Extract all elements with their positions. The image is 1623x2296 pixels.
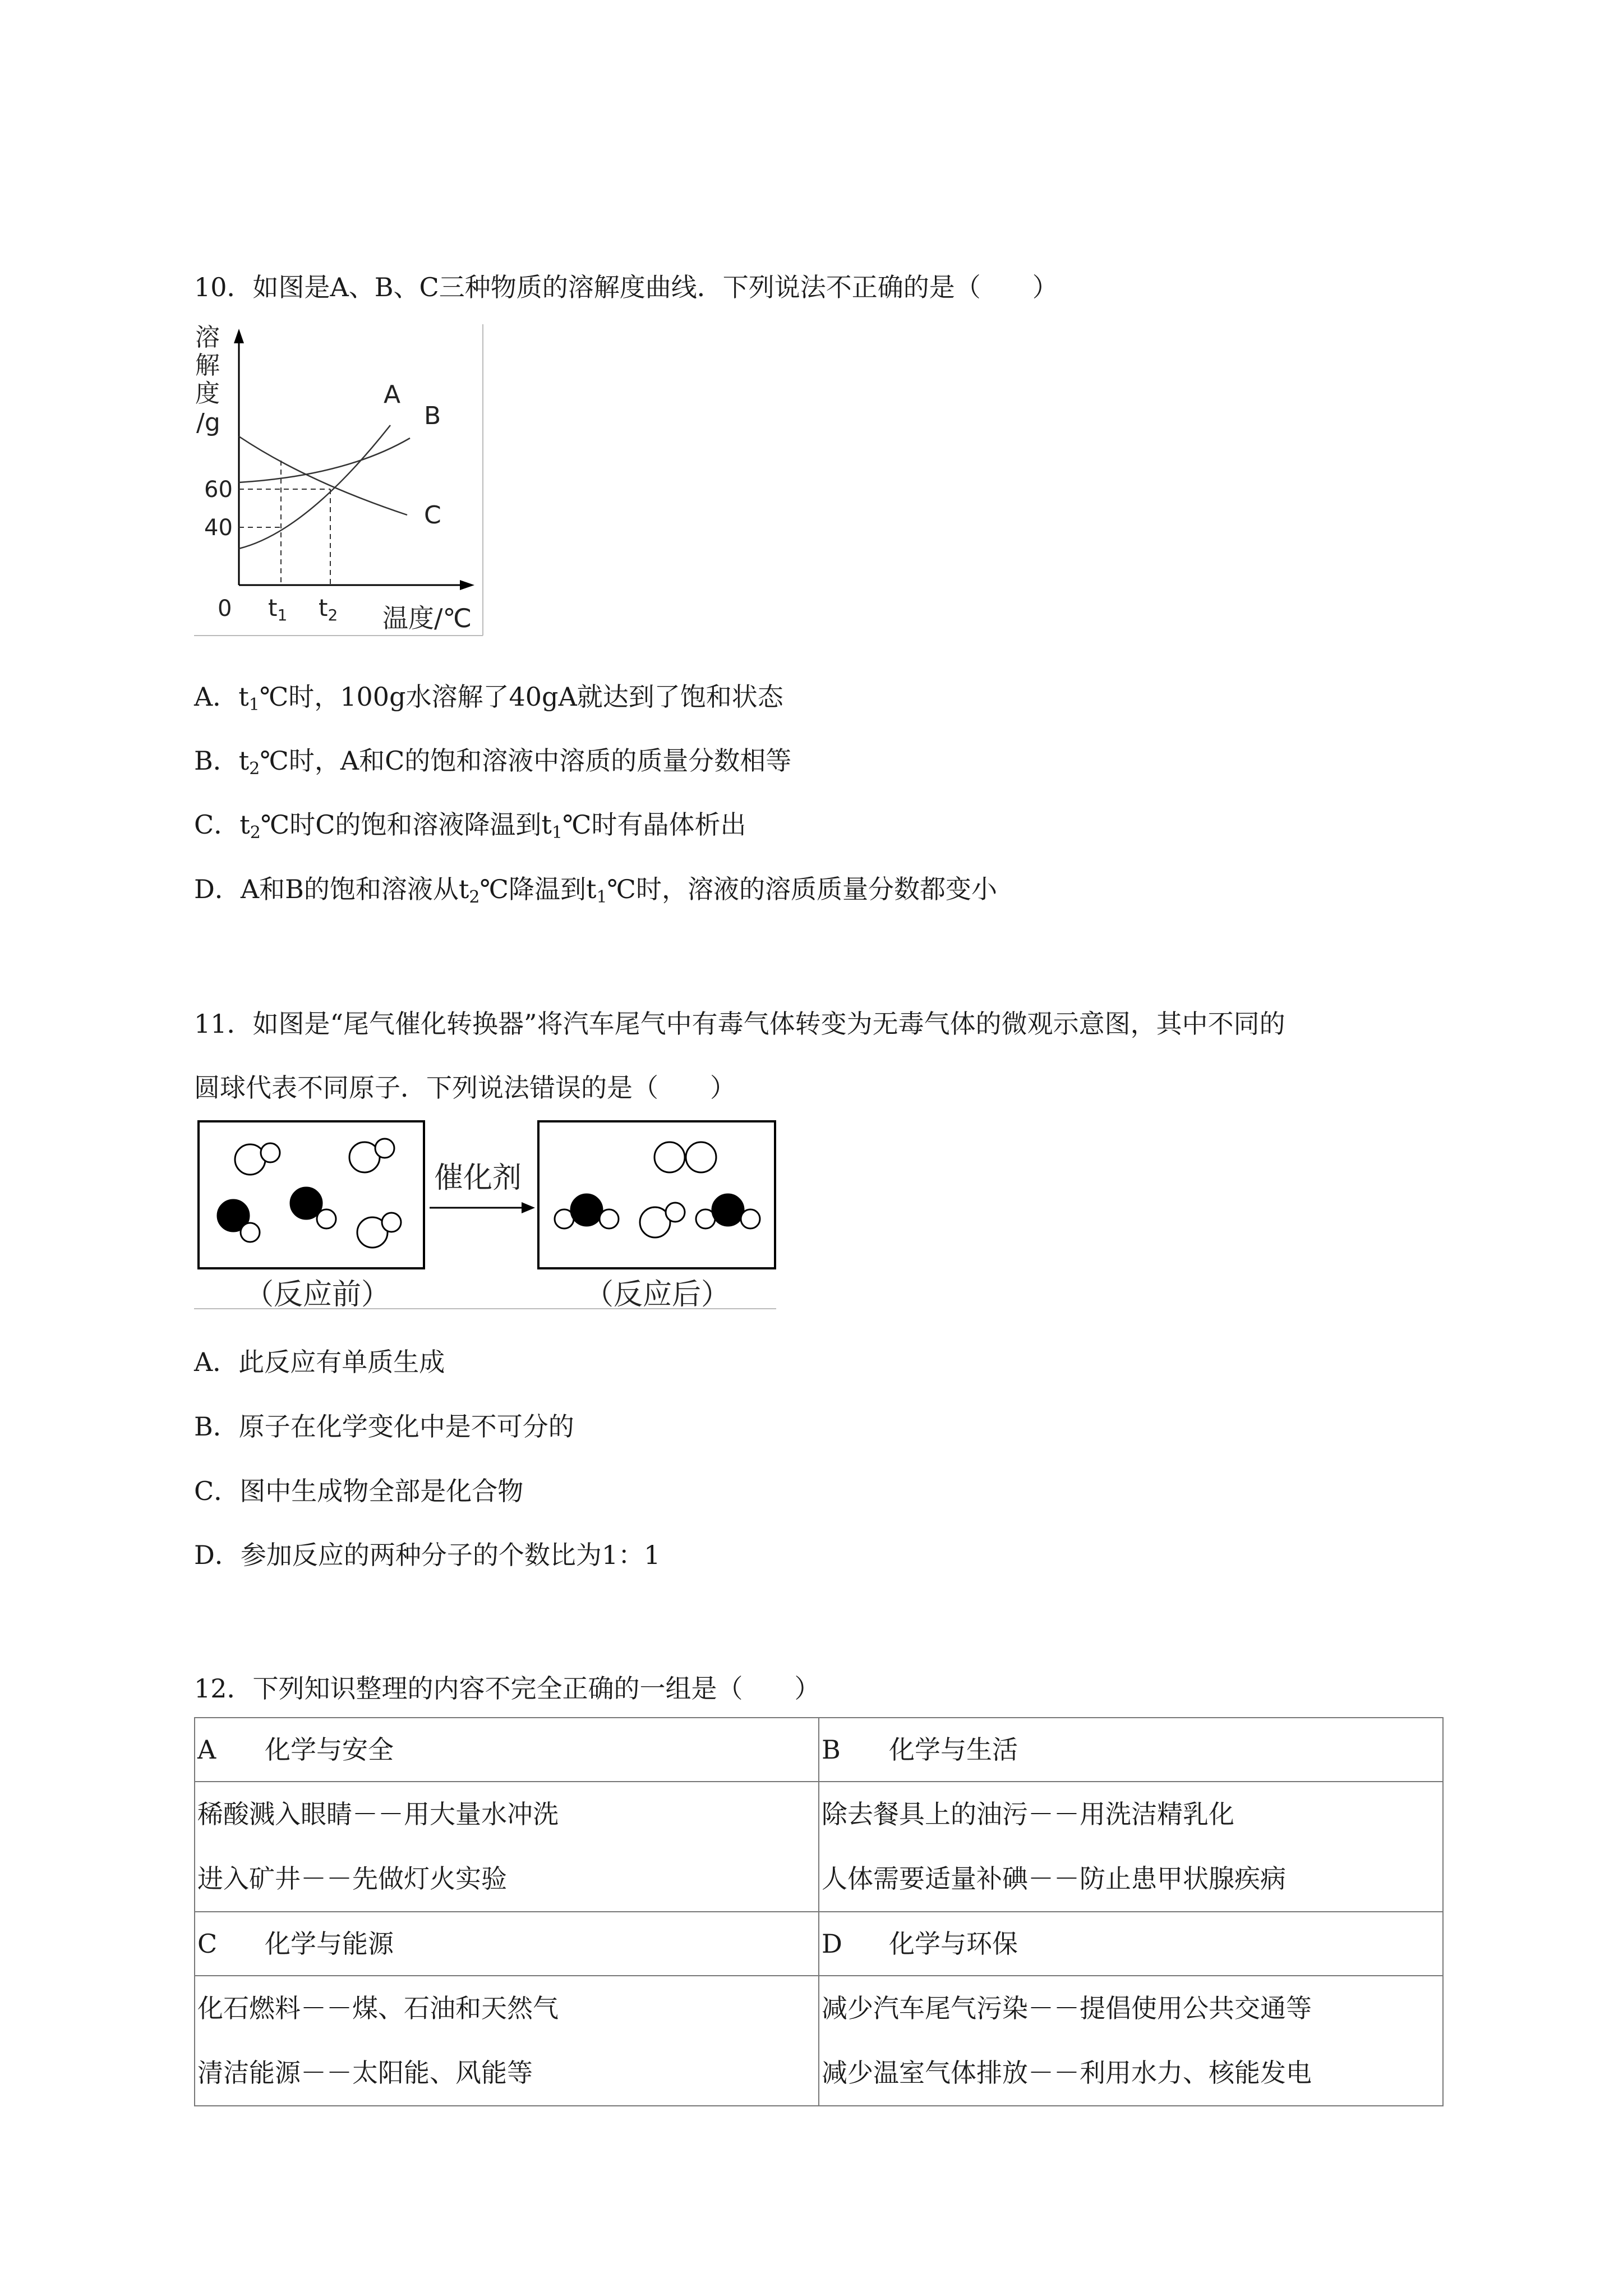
cell-d-header: D 化学与环保 xyxy=(819,1912,1443,1976)
curve-label-a: A xyxy=(384,380,401,409)
q11-option-a: A．此反应有单质生成 xyxy=(194,1347,445,1377)
y-label-3: 度 xyxy=(195,379,220,408)
catalytic-converter-figure xyxy=(194,1119,778,1311)
after-box xyxy=(538,1121,775,1268)
origin-label: 0 xyxy=(218,596,232,622)
y-label-2: 解 xyxy=(195,351,220,380)
q10-option-d: D．A和B的饱和溶液从$t_2℃$降温到$t_1℃$时，溶液的溶质质量分数都变小 xyxy=(194,874,997,907)
solubility-curve-figure xyxy=(194,324,486,638)
curve-label-b: B xyxy=(424,402,441,430)
q10-option-a: A．$t_1℃$时，100g水溶解了40gA就达到了饱和状态 xyxy=(194,682,783,715)
x-label: 温度/℃ xyxy=(382,603,472,633)
y-label-4: /g xyxy=(196,408,220,437)
cell-a-body: 稀酸溅入眼睛－－用大量水冲洗 进入矿井－－先做灯火实验 xyxy=(195,1782,819,1912)
q10-option-c: C．$t_2℃$时C的饱和溶液降温到$t_1℃$时有晶体析出 xyxy=(194,809,746,843)
cell-c-header: C 化学与能源 xyxy=(195,1912,819,1976)
curve-label-c: C xyxy=(424,501,441,530)
q11-option-b: B．原子在化学变化中是不可分的 xyxy=(194,1411,574,1442)
q10-option-b: B．$t_2℃$时，A和C的饱和溶液中溶质的质量分数相等 xyxy=(194,746,792,779)
x-tick-t2: t2 xyxy=(319,594,338,624)
arrow-label: 催化剂 xyxy=(434,1161,522,1195)
y-label-1: 溶 xyxy=(195,324,220,352)
after-label: （反应后） xyxy=(584,1278,731,1311)
q12-stem: 12．下列知识整理的内容不完全正确的一组是（ ） xyxy=(194,1673,820,1704)
x-tick-t1: t1 xyxy=(268,594,288,624)
y-tick-60: 60 xyxy=(204,477,233,503)
q10-stem: 10．如图是A、B、C三种物质的溶解度曲线．下列说法不正确的是（ ） xyxy=(194,272,1058,302)
cell-c-body: 化石燃料－－煤、石油和天然气 清洁能源－－太阳能、风能等 xyxy=(195,1976,819,2106)
y-tick-40: 40 xyxy=(204,515,233,541)
q11-stem-line1: 11．如图是“尾气催化转换器”将汽车尾气中有毒气体转变为无毒气体的微观示意图，其中不同的 xyxy=(194,1009,1285,1039)
cell-b-header: B 化学与生活 xyxy=(819,1718,1443,1782)
cell-d-body: 减少汽车尾气污染－－提倡使用公共交通等 减少温室气体排放－－利用水力、核能发电 xyxy=(819,1976,1443,2106)
before-label: （反应前） xyxy=(245,1278,391,1311)
q11-stem-line2: 圆球代表不同原子．下列说法错误的是（ ） xyxy=(194,1073,736,1103)
cell-b-body: 除去餐具上的油污－－用洗洁精乳化 人体需要适量补碘－－防止患甲状腺疾病 xyxy=(819,1782,1443,1912)
cell-a-header: A 化学与安全 xyxy=(195,1718,819,1782)
knowledge-table xyxy=(194,1717,1444,2106)
q11-option-d: D．参加反应的两种分子的个数比为1：1 xyxy=(194,1540,661,1570)
q11-option-c: C．图中生成物全部是化合物 xyxy=(194,1476,524,1506)
